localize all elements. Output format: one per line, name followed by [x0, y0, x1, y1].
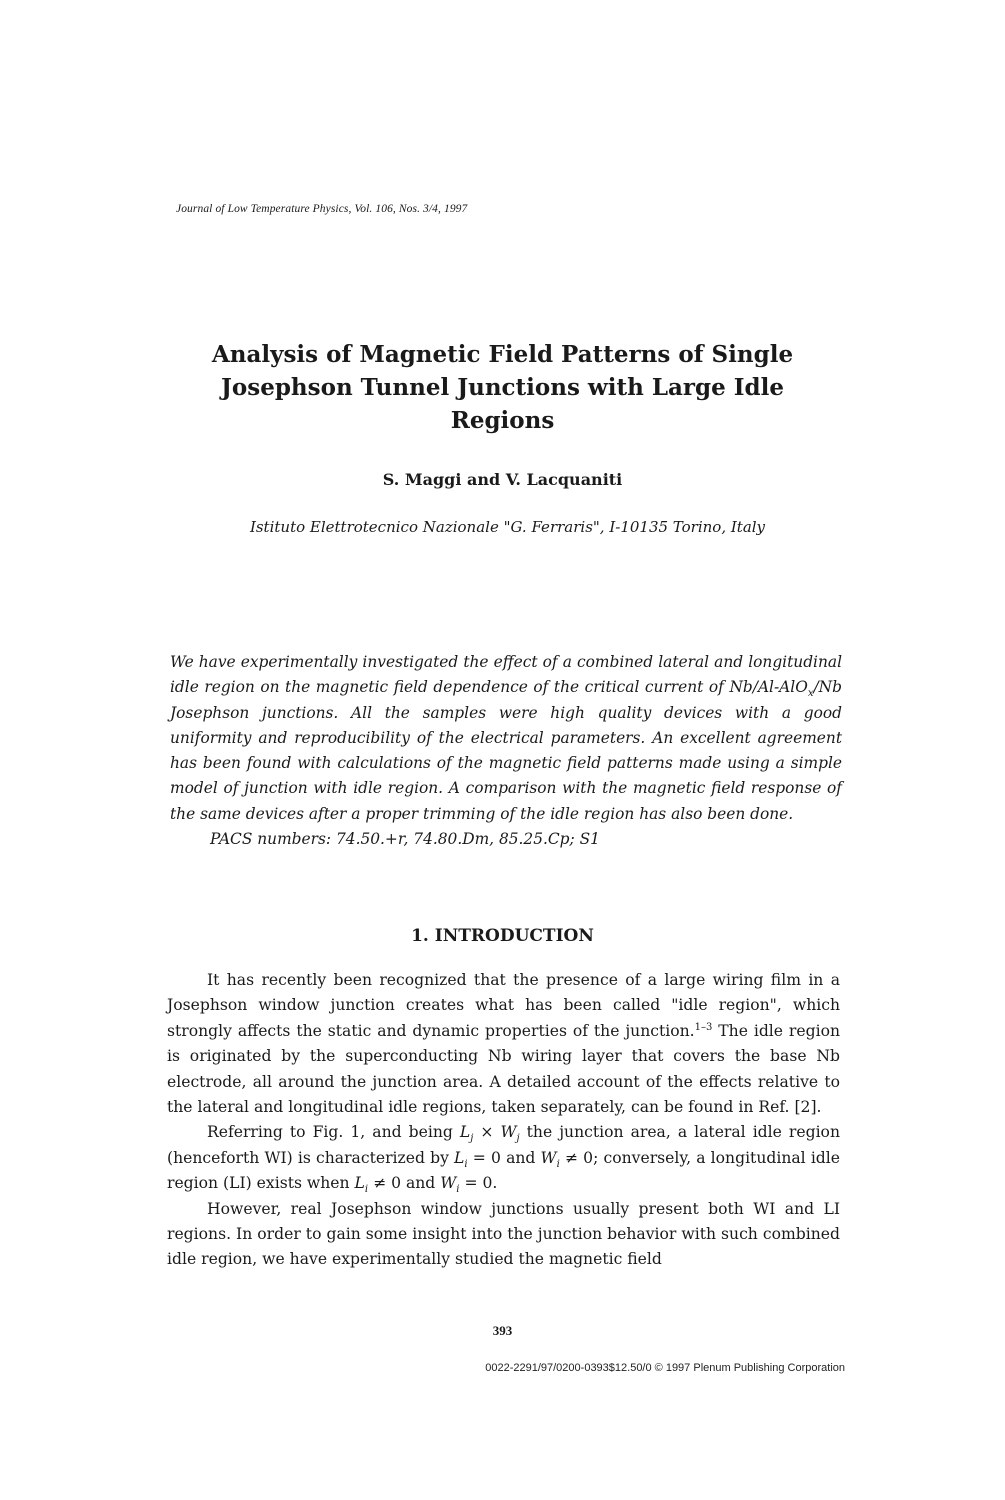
section-heading: 1. INTRODUCTION: [411, 926, 594, 946]
body-text: [167, 968, 840, 1273]
title-line: Josephson Tunnel Junctions with Large Idle: [221, 374, 784, 401]
page-number: 393: [492, 1323, 513, 1338]
paragraph: It has recently been recognized that the presence of a large wiring film in a Josephson window junction creates what has been called "idle region", which strongly affects the static and dynamic properties of the junction.$^{1-3}$ The idle region is originated by the superconducting Nb wiring layer that covers the base Nb electrode, all around the junction area. A detailed account of the effects relative to the lateral and longitudinal idle regions, taken separately, can be found in Ref. [2].: [167, 971, 841, 1117]
paragraph: Referring to Fig. 1, and being $L_j \times W_j$ the junction area, a lateral idle region (henceforth WI) is characterized by $L_i = 0$ and $W_i \ne 0$; conversely, a longitudinal idle region (LI) exists when $L_i \ne 0$ and $W_i = 0$.: [167, 1123, 841, 1196]
paragraph: However, real Josephson window junctions usually present both WI and LI regions. In order to gain some insight into the junction behavior with such combined idle region, we have experimentally studied the magnetic field: [167, 1199, 840, 1269]
title-line: Analysis of Magnetic Field Patterns of Single: [211, 341, 794, 368]
affiliation: Istituto Elettrotecnico Nazionale "G. Ferraris", I-10135 Torino, Italy: [249, 518, 766, 536]
copyright-line: 0022-2291/97/0200-0393$12.50/0 © 1997 Plenum Publishing Corporation: [485, 1362, 845, 1374]
authors: S. Maggi and V. Lacquaniti: [382, 470, 623, 489]
citation-ref: 1–3: [694, 1021, 713, 1033]
paper-title: [150, 338, 855, 437]
abstract: [170, 650, 842, 852]
abstract-text: We have experimentally investigated the effect of a combined lateral and longitudinal idle region on the magnetic field dependence of the critical current of Nb/Al-AlO$_x$/Nb Josephson junctions. All the samples were high quality devices with a good uniformity and reproducibility of the electrical parameters. An excellent agreement has been found with calculations of the magnetic field patterns made using a simple model of junction with idle region. A comparison with the magnetic field response of the same devices after a proper trimming of the idle region has also been done.: [170, 653, 842, 823]
journal-line: Journal of Low Temperature Physics, Vol. 106, Nos. 3/4, 1997: [176, 203, 468, 215]
pacs-numbers: PACS numbers: 74.50.+r, 74.80.Dm, 85.25.Cp; S1: [210, 830, 600, 849]
title-line: Regions: [450, 407, 555, 434]
